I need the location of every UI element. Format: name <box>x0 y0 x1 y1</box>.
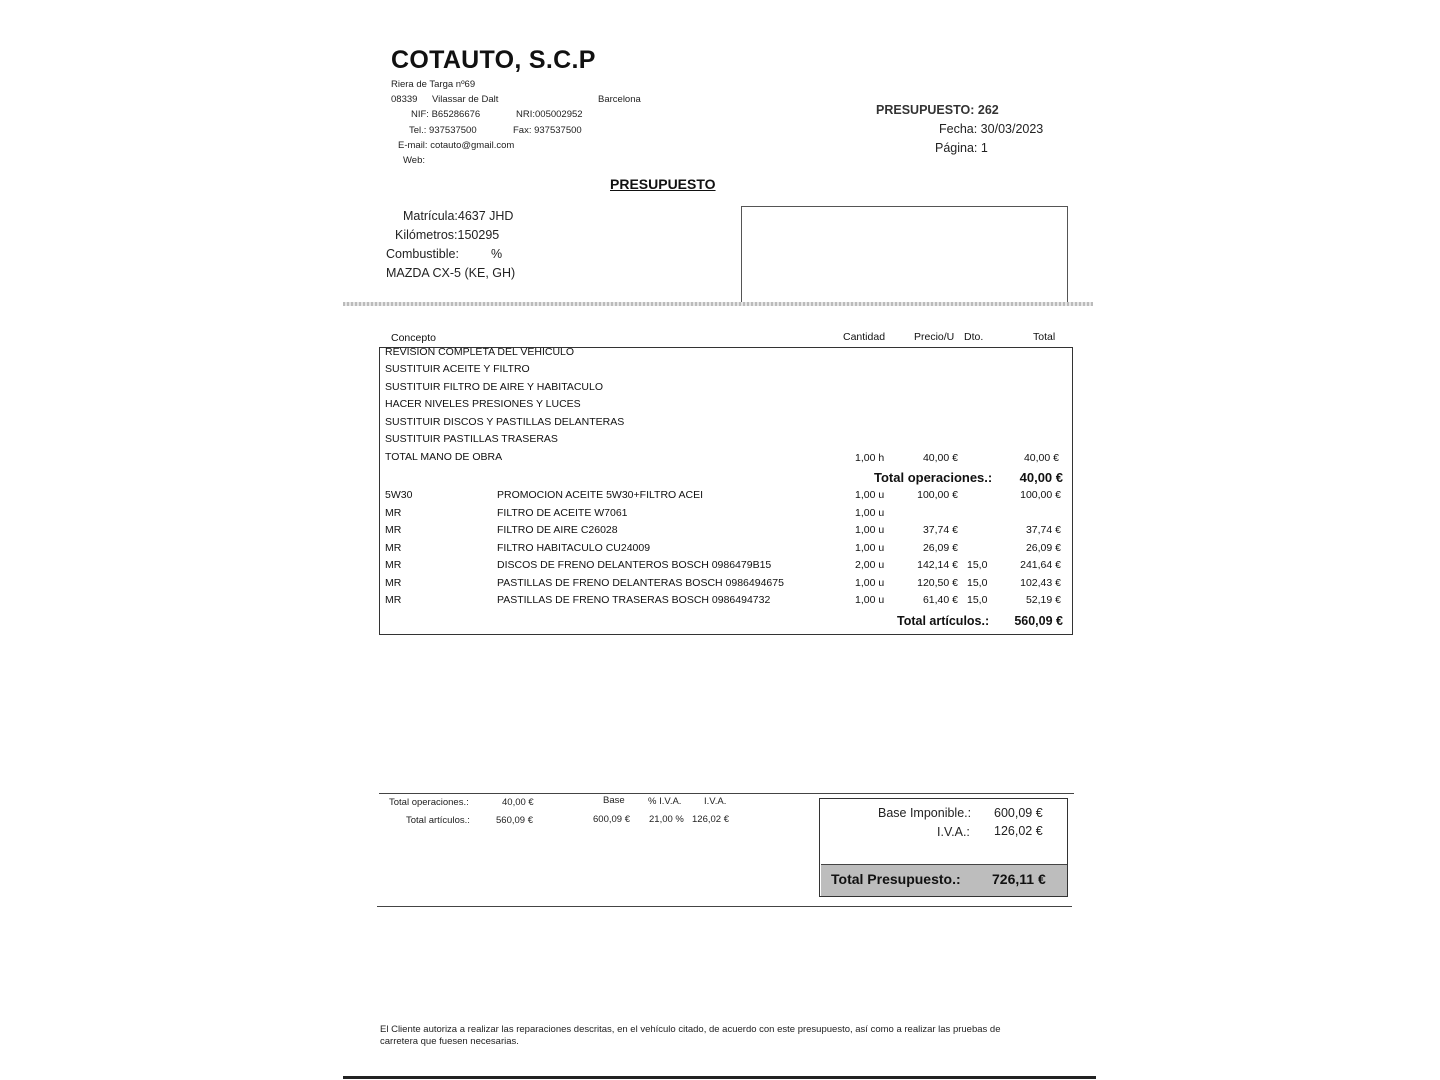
operation-line: SUSTITUIR FILTRO DE AIRE Y HABITACULO <box>385 381 604 393</box>
article-dto: 15,0 <box>967 594 988 606</box>
article-qty: 2,00 u <box>855 559 885 571</box>
operations-total-value: 40,00 € <box>1019 470 1063 485</box>
summary-iva-value: 126,02 € <box>692 814 729 825</box>
article-code: 5W30 <box>385 489 413 501</box>
header-concept: Concepto <box>391 332 436 344</box>
base-imponible-value: 600,09 € <box>994 806 1043 820</box>
vehicle-fuel-value: % <box>491 247 503 261</box>
article-qty: 1,00 u <box>855 506 885 519</box>
article-total: 241,64 € <box>1020 559 1061 571</box>
article-qty: 1,00 u <box>855 541 885 554</box>
article-price: 120,50 € <box>917 576 958 589</box>
vehicle-km: Kilómetros:150295 <box>395 228 500 242</box>
summary-bottom-rule <box>377 906 1072 907</box>
summary-ops-value: 40,00 € <box>502 797 534 808</box>
section-separator <box>343 302 1093 306</box>
header-total: Total <box>1033 331 1056 343</box>
vehicle-model: MAZDA CX-5 (KE, GH) <box>386 266 516 280</box>
company-town: Vilassar de Dalt <box>432 94 499 105</box>
company-city: Barcelona <box>598 94 641 105</box>
article-dto: 15,0 <box>967 576 988 589</box>
article-description: PROMOCION ACEITE 5W30+FILTRO ACEI <box>497 489 704 501</box>
company-nri: NRI:005002952 <box>516 109 583 120</box>
base-imponible-label: Base Imponible.: <box>878 806 972 820</box>
quote-number: PRESUPUESTO: 262 <box>876 103 999 117</box>
company-tel: Tel.: 937537500 <box>409 125 477 136</box>
grand-total-label: Total Presupuesto.: <box>831 871 961 887</box>
articles-total-label: Total artículos.: <box>897 614 990 628</box>
article-qty: 1,00 u <box>855 489 885 501</box>
article-description: FILTRO HABITACULO CU24009 <box>497 541 651 554</box>
grand-total-value: 726,11 € <box>992 871 1046 887</box>
company-web: Web: <box>403 155 426 166</box>
summary-base-value: 600,09 € <box>593 814 630 825</box>
vehicle-fuel-label: Combustible: <box>386 247 459 261</box>
header-price: Precio/U <box>914 331 955 343</box>
operation-line: HACER NIVELES PRESIONES Y LUCES <box>385 398 581 410</box>
article-code: MR <box>385 506 402 519</box>
page-bottom-rule <box>343 1076 1096 1079</box>
article-price: 100,00 € <box>917 489 958 501</box>
iva-label: I.V.A.: <box>937 825 970 839</box>
article-description: FILTRO DE AIRE C26028 <box>497 524 618 536</box>
summary-articles-label: Total artículos.: <box>406 815 470 826</box>
header-dto: Dto. <box>964 331 984 343</box>
article-dto: 15,0 <box>967 559 988 571</box>
company-name: COTAUTO, S.C.P <box>391 46 596 74</box>
company-postal-code: 08339 <box>391 94 418 105</box>
summary-top-rule <box>379 793 1074 794</box>
quote-page: Página: 1 <box>935 141 988 155</box>
company-fax: Fax: 937537500 <box>513 125 582 136</box>
summary-iva-pct-header: % I.V.A. <box>648 796 682 807</box>
operation-line: REVISION COMPLETA DEL VEHICULO <box>385 346 575 358</box>
summary-iva-pct-value: 21,00 % <box>649 814 684 825</box>
labour-label: TOTAL MANO DE OBRA <box>385 451 503 463</box>
company-email: E-mail: cotauto@gmail.com <box>398 140 515 151</box>
company-nif: NIF: B65286676 <box>411 109 481 120</box>
operations-total-label: Total operaciones.: <box>874 470 993 485</box>
article-qty: 1,00 u <box>855 594 885 606</box>
article-code: MR <box>385 559 402 571</box>
company-address: Riera de Targa nº69 <box>391 79 476 90</box>
article-total: 100,00 € <box>1020 489 1061 501</box>
article-description: PASTILLAS DE FRENO TRASERAS BOSCH 0986494732 <box>497 594 771 606</box>
header-qty: Cantidad <box>843 331 886 343</box>
article-qty: 1,00 u <box>855 524 885 536</box>
article-price: 142,14 € <box>917 559 958 571</box>
article-code: MR <box>385 576 402 589</box>
article-price: 61,40 € <box>922 594 958 606</box>
article-qty: 1,00 u <box>855 576 885 589</box>
operation-line: SUSTITUIR ACEITE Y FILTRO <box>385 363 530 375</box>
article-total: 52,19 € <box>1025 594 1061 606</box>
article-total: 102,43 € <box>1020 576 1061 589</box>
articles-total-value: 560,09 € <box>1014 614 1063 628</box>
article-description: DISCOS DE FRENO DELANTEROS BOSCH 0986479B15 <box>497 559 772 571</box>
labour-qty: 1,00 h <box>855 452 885 464</box>
footer-note: carretera que fuesen necesarias. <box>380 1036 519 1047</box>
article-code: MR <box>385 594 402 606</box>
labour-price: 40,00 € <box>922 452 958 464</box>
vehicle-notes-box <box>741 206 1068 303</box>
vehicle-plate: Matrícula:4637 JHD <box>403 209 514 223</box>
footer-note: El Cliente autoriza a realizar las reparaciones descritas, en el vehículo citado, de acuerdo con este presupuesto, así como a realizar las pruebas de <box>380 1024 1001 1035</box>
summary-iva-header: I.V.A. <box>704 796 727 807</box>
document-title: PRESUPUESTO <box>610 176 716 192</box>
article-total: 37,74 € <box>1025 524 1061 536</box>
operation-line: SUSTITUIR DISCOS Y PASTILLAS DELANTERAS <box>385 416 625 428</box>
summary-ops-label: Total operaciones.: <box>389 797 469 808</box>
article-total: 26,09 € <box>1025 541 1061 554</box>
operation-line: SUSTITUIR PASTILLAS TRASERAS <box>385 433 558 445</box>
summary-articles-value: 560,09 € <box>496 815 533 826</box>
article-code: MR <box>385 541 402 554</box>
iva-value: 126,02 € <box>994 824 1043 838</box>
article-price: 26,09 € <box>922 541 958 554</box>
quote-document <box>343 0 1096 1080</box>
article-description: FILTRO DE ACEITE W7061 <box>497 506 628 519</box>
article-price: 37,74 € <box>922 524 958 536</box>
summary-base-header: Base <box>603 795 625 806</box>
quote-date: Fecha: 30/03/2023 <box>939 122 1044 136</box>
article-code: MR <box>385 524 402 536</box>
labour-total: 40,00 € <box>1023 452 1059 464</box>
article-description: PASTILLAS DE FRENO DELANTERAS BOSCH 0986494675 <box>497 576 784 589</box>
